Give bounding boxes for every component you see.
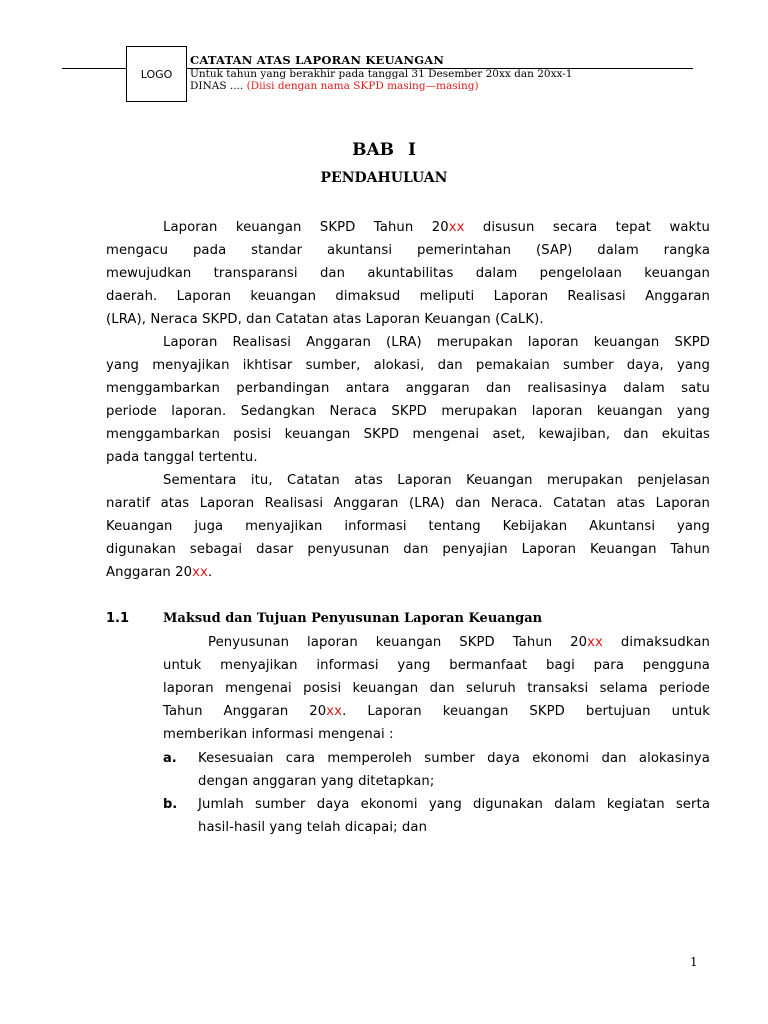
text: Anggaran 20 (106, 565, 193, 580)
para3-line4: digunakan sebagai dasar penyusunan dan penyajian Laporan Keuangan Tahun (106, 542, 710, 557)
placeholder-year: xx (587, 635, 603, 650)
para3-line3: Keuangan juga menyajikan informasi tentang Kebijakan Akuntansi yang (106, 519, 710, 534)
para1-line3: mewujudkan transparansi dan akuntabilitas dalam pengelolaan keuangan (106, 266, 710, 281)
section-number: 1.1 (106, 611, 130, 626)
para3-line1: Sementara itu, Catatan atas Laporan Keuangan merupakan penjelasan (163, 473, 710, 488)
chapter-title: PENDAHULUAN (320, 170, 448, 186)
placeholder-year: xx (192, 565, 208, 580)
list-item-a-line2: dengan anggaran yang ditetapkan; (198, 774, 435, 789)
text: Penyusunan laporan keuangan SKPD Tahun 20 (208, 635, 588, 650)
list-marker-b: b. (163, 797, 178, 812)
logo-placeholder (126, 46, 187, 102)
list-item-b-line1: Jumlah sumber daya ekonomi yang digunakan dalam kegiatan serta (198, 797, 710, 812)
para2-line4: periode laporan. Sedangkan Neraca SKPD merupakan laporan keuangan yang (106, 404, 710, 419)
section-line2: untuk menyajikan informasi yang bermanfaat bagi para pengguna (163, 658, 710, 673)
chapter-heading: BAB I (352, 140, 416, 160)
para3-line2: naratif atas Laporan Realisasi Anggaran (LRA) dan Neraca. Catatan atas Laporan (106, 496, 710, 511)
list-marker-a: a. (163, 751, 177, 766)
section-line3: laporan mengenai posisi keuangan dan seluruh transaksi selama periode (163, 681, 710, 696)
para1-line1 (163, 220, 710, 235)
text: Laporan keuangan SKPD Tahun 20 (163, 220, 449, 235)
placeholder-year: xx (448, 220, 465, 235)
section-title: Maksud dan Tujuan Penyusunan Laporan Keuangan (163, 611, 543, 626)
text: dimaksudkan (602, 635, 711, 650)
text: disusun secara tepat waktu (464, 220, 710, 235)
dinas-line (190, 80, 479, 92)
text: . (207, 565, 213, 580)
placeholder-year: xx (326, 704, 343, 719)
para3-line5 (106, 565, 212, 580)
dinas-prefix: DINAS .... (190, 80, 247, 92)
para2-line5: menggambarkan posisi keuangan SKPD mengenai aset, kewajiban, dan ekuitas (106, 427, 710, 442)
logo-label: LOGO (140, 67, 173, 81)
para1-line2: mengacu pada standar akuntansi pemerintahan (SAP) dalam rangka (106, 243, 710, 258)
para2-line2: yang menyajikan ikhtisar sumber, alokasi, dan pemakaian sumber daya, yang (106, 358, 710, 373)
page-number: 1 (690, 955, 698, 969)
dinas-note: (Diisi dengan nama SKPD masing—masing) (246, 80, 479, 92)
list-item-a-line1: Kesesuaian cara memperoleh sumber daya ekonomi dan alokasinya (198, 751, 710, 766)
text: Tahun Anggaran 20 (163, 704, 327, 719)
section-line4 (163, 704, 710, 719)
para1-line4: daerah. Laporan keuangan dimaksud meliputi Laporan Realisasi Anggaran (106, 289, 710, 304)
para1-line5: (LRA), Neraca SKPD, dan Catatan atas Laporan Keuangan (CaLK). (106, 312, 544, 327)
report-title: CATATAN ATAS LAPORAN KEUANGAN (190, 53, 445, 67)
report-period: Untuk tahun yang berakhir pada tanggal 31 Desember 20xx dan 20xx-1 (190, 68, 573, 80)
para2-line6: pada tanggal tertentu. (106, 450, 258, 465)
list-item-b-line2: hasil-hasil yang telah dicapai; dan (198, 820, 428, 835)
section-line1 (208, 635, 710, 650)
para2-line3: menggambarkan perbandingan antara anggaran dan realisasinya dalam satu (106, 381, 710, 396)
para2-line1: Laporan Realisasi Anggaran (LRA) merupakan laporan keuangan SKPD (163, 335, 710, 350)
header-rule-left (62, 68, 126, 69)
text: . Laporan keuangan SKPD bertujuan untuk (342, 704, 710, 719)
section-line5: memberikan informasi mengenai : (163, 727, 394, 742)
